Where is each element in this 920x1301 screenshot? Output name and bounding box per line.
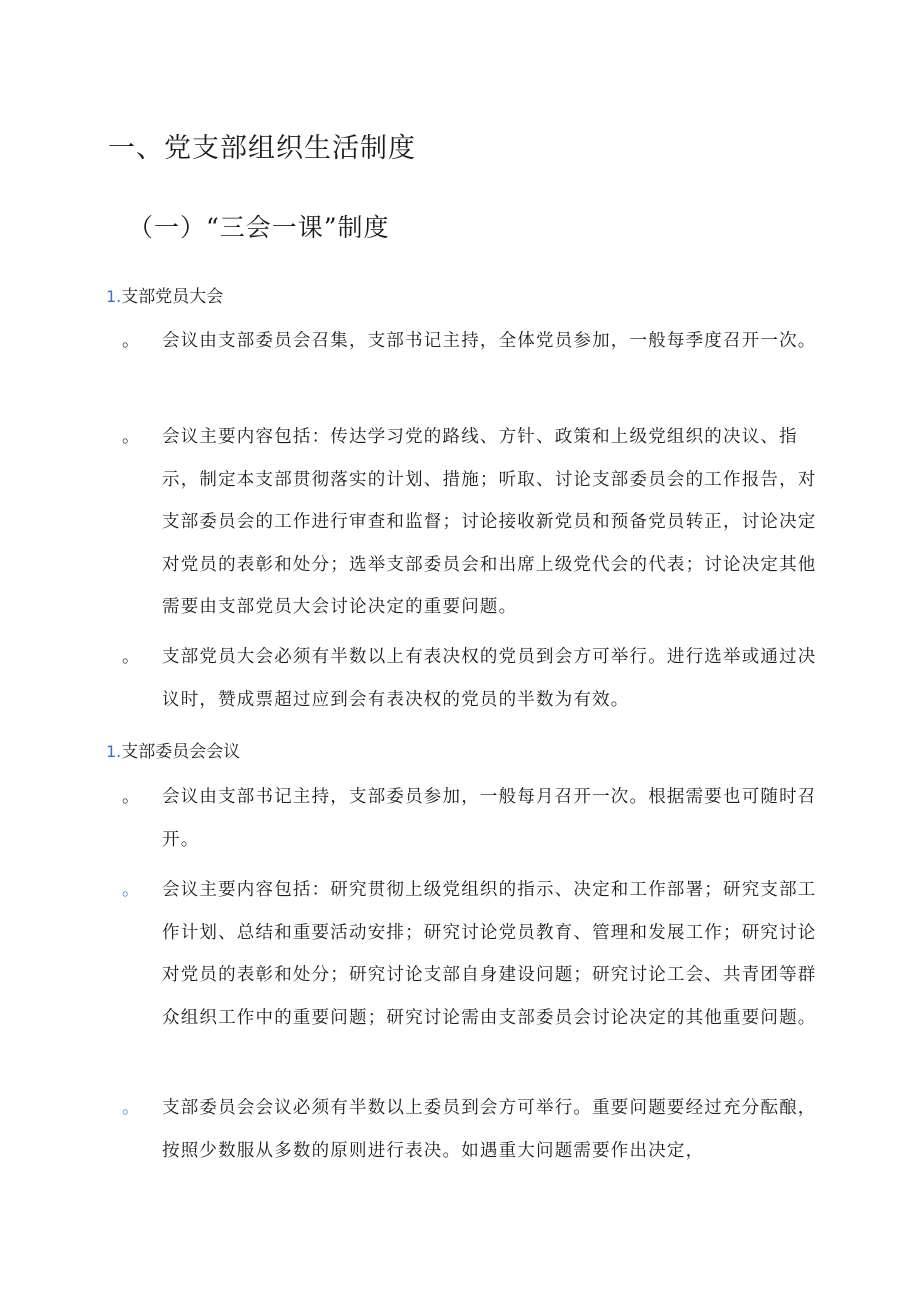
page-title: 一、党支部组织生活制度: [108, 133, 416, 164]
list-item: [122, 1087, 822, 1172]
list-item: [122, 320, 822, 363]
subsection-heading-party-congress: [106, 282, 223, 307]
bullet-marker: 。: [122, 427, 141, 447]
section-heading: （一）“三会一课”制度: [128, 213, 390, 242]
subsection-title: 支部委员会会议: [121, 742, 241, 762]
list-item-text: 会议主要内容包括：研究贯彻上级党组织的指示、决定和工作部署；研究支部工作计划、总结和重要活动安排；研究讨论党员教育、管理和发展工作；研究讨论对党员的表彰和处分；研究讨论支部自身建设问题；研究讨论工会、共青团等群众组织工作中的重要问题；研究讨论需由支部委员会讨论决定的其他重要问题。: [162, 880, 817, 1028]
subsection-title: 支部党员大会: [121, 287, 224, 307]
bullet-marker: 。: [122, 1098, 141, 1118]
bullet-marker: 。: [122, 647, 141, 667]
list-item-text: 会议主要内容包括：传达学习党的路线、方针、政策和上级党组织的决议、指示，制定本支部贯彻落实的计划、措施；听取、讨论支部委员会的工作报告，对支部委员会的工作进行审查和监督；讨论接收新党员和预备党员转正，讨论决定对党员的表彰和处分；选举支部委员会和出席上级党代会的代表；讨论决定其他需要由支部党员大会讨论决定的重要问题。: [162, 427, 817, 617]
list-item-text: 会议由支部书记主持，支部委员参加，一般每月召开一次。根据需要也可随时召开。: [162, 787, 817, 850]
list-item: [122, 636, 822, 721]
list-item: [122, 776, 822, 861]
list-item: [122, 869, 822, 1039]
bullet-marker: 。: [122, 880, 141, 900]
bullet-marker: 。: [122, 331, 141, 351]
list-number: 1.: [106, 742, 122, 761]
bullet-marker: 。: [122, 787, 141, 807]
list-item-text: 会议由支部委员会召集，支部书记主持，全体党员参加，一般每季度召开一次。: [162, 331, 817, 351]
list-item-text: 支部党员大会必须有半数以上有表决权的党员到会方可举行。进行选举或通过决议时，赞成票超过应到会有表决权的党员的半数为有效。: [162, 647, 817, 710]
list-item-text: 支部委员会会议必须有半数以上委员到会方可举行。重要问题要经过充分酝酿，按照少数服从多数的原则进行表决。如遇重大问题需要作出决定，: [162, 1098, 817, 1161]
list-number: 1.: [106, 287, 122, 306]
subsection-heading-committee-meeting: [106, 737, 240, 762]
list-item: [122, 416, 822, 629]
